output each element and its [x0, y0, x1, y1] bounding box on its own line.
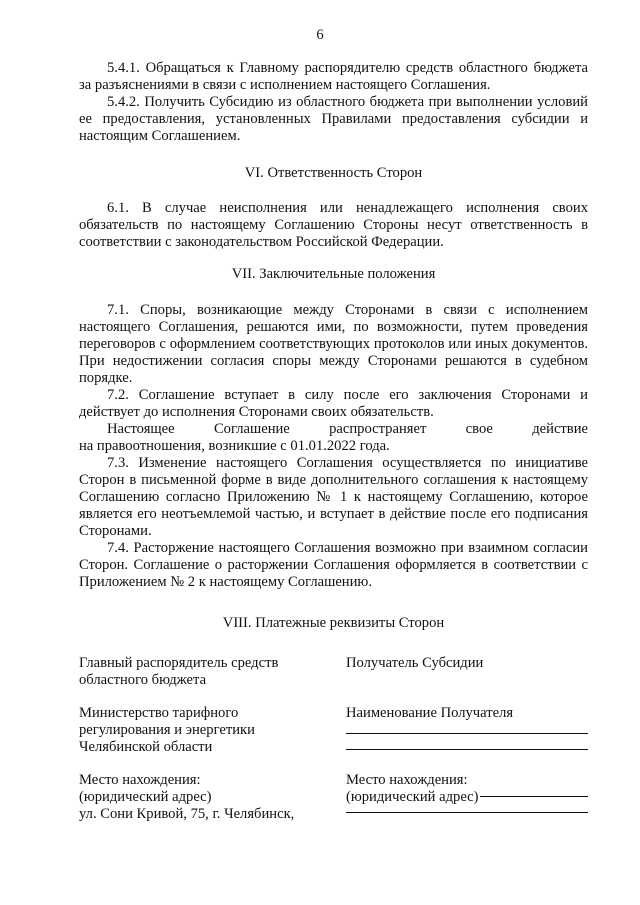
grantor-address: ул. Сони Кривой, 75, г. Челябинск,: [79, 806, 295, 822]
grantor-location-line: (юридический адрес): [79, 789, 212, 805]
recipient-address-blank-line: [346, 812, 588, 813]
grantor-title-line: областного бюджета: [79, 672, 207, 688]
section-8: [79, 615, 588, 632]
clause-7-4: 7.4. Расторжение настоящего Соглашения возможно при взаимном согласии Сторон. Соглашение о расторжении Соглашения оформляется в соответствии с Приложением № 2 к настоящему Соглашению.: [79, 540, 588, 590]
clause-7-2: 7.2. Соглашение вступает в силу после его заключения Сторонами и действует до исполнения Сторонами своих обязательств.: [79, 387, 588, 420]
recipient-address-blank-line: [480, 796, 588, 797]
clause-5-4-1: 5.4.1. Обращаться к Главному распорядителю средств областного бюджета за разъяснениями в связи с исполнением настоящего Соглашения.: [79, 60, 588, 93]
clause-5-4-2: 5.4.2. Получить Субсидию из областного бюджета при выполнении условий ее предоставления, установленных Правилами предоставления субсидии и настоящим Соглашением.: [79, 94, 588, 144]
recipient-name-blank-line: [346, 733, 588, 734]
section-6: [79, 165, 588, 251]
grantor-org-line: Министерство тарифного: [79, 705, 239, 721]
section-7: [79, 266, 588, 591]
grantor-location-line: Место нахождения:: [79, 772, 201, 788]
clause-7-1: 7.1. Споры, возникающие между Сторонами в связи с исполнением настоящего Соглашения, решаются ими, по возможности, путем проведения переговоров с оформлением соответствующих протоколов или иных документов. При недостижении согласия споры между Сторонами решаются в судебном порядке.: [79, 302, 588, 386]
section-8-heading: VIII. Платежные реквизиты Сторон: [222, 615, 445, 631]
section-7-heading: VII. Заключительные положения: [231, 266, 436, 282]
effective-word: свое: [465, 421, 493, 437]
clauses-5-4: [79, 60, 588, 145]
grantor-org-line: Челябинской области: [79, 739, 213, 755]
effective-word: Соглашение: [213, 421, 290, 437]
effective-word: распространяет: [329, 421, 427, 437]
grantor-title-line: Главный распорядитель средств: [79, 655, 279, 671]
effective-word: Настоящее: [107, 421, 175, 437]
page-number: 6: [316, 27, 324, 43]
recipient-location-line: Место нахождения:: [346, 772, 468, 788]
clause-7-2-effective-line: [79, 421, 588, 438]
recipient-name-label: Наименование Получателя: [346, 705, 514, 721]
grantor-org-line: регулирования и энергетики: [79, 722, 255, 738]
recipient-details: [346, 655, 588, 806]
recipient-title: Получатель Субсидии: [346, 655, 484, 671]
effective-word: действие: [532, 421, 588, 437]
recipient-name-blank-line: [346, 749, 588, 750]
clause-7-2-effective-tail: на правоотношения, возникшие с 01.01.2022 года.: [79, 438, 390, 454]
clause-7-3: 7.3. Изменение настоящего Соглашения осуществляется по инициативе Сторон в письменной форме в виде дополнительного соглашения к настоящему Соглашению согласно Приложению № 1 к настоящему Соглашению, которое является его неотъемлемой частью, и вступает в действие после его подписания Сторонами.: [79, 455, 588, 539]
section-6-heading: VI. Ответственность Сторон: [244, 165, 423, 181]
clause-6-1: 6.1. В случае неисполнения или ненадлежащего исполнения своих обязательств по настоящему Соглашению Стороны несут ответственность в соответствии с законодательством Российской Федерации.: [79, 200, 588, 250]
recipient-location-line: (юридический адрес): [346, 789, 479, 805]
grantor-details: [79, 655, 321, 823]
